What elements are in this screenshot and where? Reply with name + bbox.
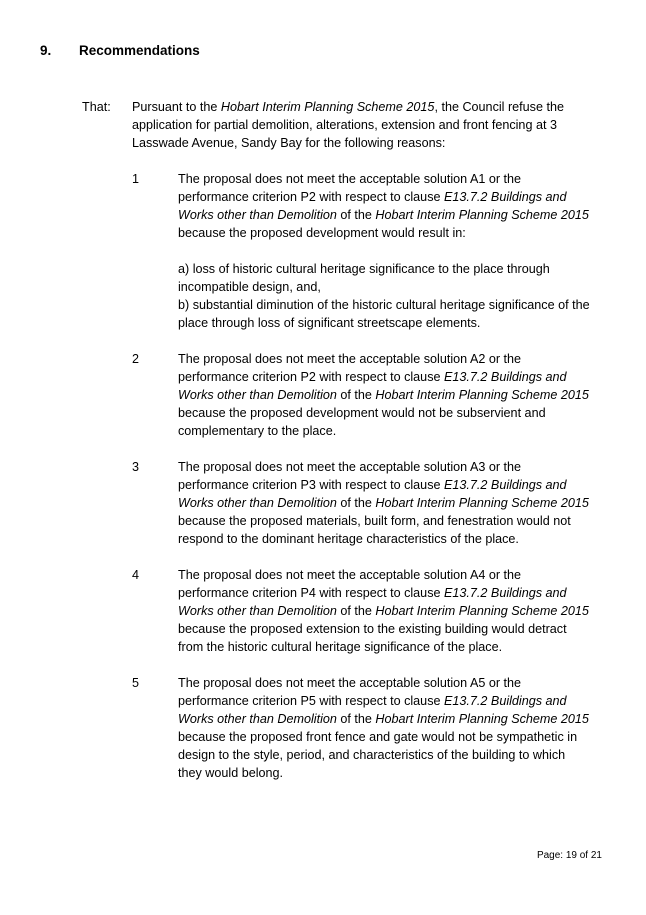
reason-paragraph bbox=[178, 350, 592, 440]
reason-item bbox=[132, 674, 592, 782]
page-number: Page: 19 of 21 bbox=[536, 850, 602, 861]
reason-paragraph bbox=[178, 170, 592, 242]
text-run: because the proposed materials, built form, and fenestration would not respond to the dominant heritage characteristics of the place. bbox=[178, 514, 571, 546]
text-run: , the Council refuse the application for partial demolition, alterations, extension and front fencing at 3 Lasswade Avenue, Sandy Bay for the following reasons: bbox=[132, 100, 564, 150]
section-heading bbox=[40, 43, 200, 58]
reason-text bbox=[178, 170, 592, 332]
text-run: of the bbox=[336, 712, 376, 726]
italic-text-run: E13.7.2 Buildings and Works other than Demolition bbox=[178, 694, 567, 726]
reason-item bbox=[132, 458, 592, 548]
reason-number: 1 bbox=[132, 172, 140, 186]
text-run: of the bbox=[336, 208, 376, 222]
reason-number: 5 bbox=[132, 676, 140, 690]
reason-item bbox=[132, 350, 592, 440]
resolution-intro bbox=[132, 98, 592, 152]
italic-text-run: E13.7.2 Buildings and Works other than Demolition bbox=[178, 370, 567, 402]
text-run: because the proposed front fence and gate would not be sympathetic in design to the style, period, and characteristics of the building to which they would belong. bbox=[178, 730, 578, 780]
reason-text bbox=[178, 566, 592, 656]
text-run: of the bbox=[336, 388, 376, 402]
text-run: The proposal does not meet the acceptable solution A5 or the performance criterion P5 with respect to clause bbox=[178, 676, 522, 708]
reason-number: 4 bbox=[132, 568, 140, 582]
italic-text-run: Hobart Interim Planning Scheme 2015 bbox=[375, 388, 589, 402]
section-number: 9. bbox=[40, 43, 52, 58]
reason-item bbox=[132, 566, 592, 656]
resolution-label: That: bbox=[82, 100, 111, 114]
text-run: b) substantial diminution of the historic cultural heritage significance of the place through loss of significant streetscape elements. bbox=[178, 298, 590, 330]
text-run: because the proposed development would not be subservient and complementary to the place. bbox=[178, 406, 546, 438]
text-run: The proposal does not meet the acceptable solution A1 or the performance criterion P2 with respect to clause bbox=[178, 172, 522, 204]
reason-text bbox=[178, 458, 592, 548]
text-run: The proposal does not meet the acceptable solution A4 or the performance criterion P4 with respect to clause bbox=[178, 568, 522, 600]
reason-paragraph bbox=[178, 296, 592, 332]
reason-text bbox=[178, 674, 592, 782]
reason-paragraph bbox=[178, 566, 592, 656]
reason-item bbox=[132, 170, 592, 332]
italic-text-run: Hobart Interim Planning Scheme 2015 bbox=[375, 208, 589, 222]
text-run: because the proposed extension to the existing building would detract from the historic cultural heritage significance of the place. bbox=[178, 622, 567, 654]
text-run: because the proposed development would result in: bbox=[178, 226, 466, 240]
text-run: of the bbox=[336, 496, 376, 510]
text-run: The proposal does not meet the acceptable solution A2 or the performance criterion P2 with respect to clause bbox=[178, 352, 522, 384]
italic-text-run: E13.7.2 Buildings and Works other than Demolition bbox=[178, 586, 567, 618]
reason-number: 3 bbox=[132, 460, 140, 474]
reason-text bbox=[178, 350, 592, 440]
reason-paragraph bbox=[178, 674, 592, 782]
resolution-block bbox=[82, 98, 592, 152]
italic-text-run: Hobart Interim Planning Scheme 2015 bbox=[220, 100, 435, 114]
reason-paragraph bbox=[178, 260, 592, 296]
reason-paragraph bbox=[178, 458, 592, 548]
italic-text-run: E13.7.2 Buildings and Works other than Demolition bbox=[178, 478, 567, 510]
text-run: Pursuant to the bbox=[132, 100, 221, 114]
text-run: of the bbox=[336, 604, 376, 618]
italic-text-run: E13.7.2 Buildings and Works other than Demolition bbox=[178, 190, 567, 222]
italic-text-run: Hobart Interim Planning Scheme 2015 bbox=[375, 496, 589, 510]
italic-text-run: Hobart Interim Planning Scheme 2015 bbox=[375, 604, 589, 618]
reason-number: 2 bbox=[132, 352, 140, 366]
reasons-list bbox=[132, 170, 592, 800]
section-title: Recommendations bbox=[79, 43, 200, 58]
italic-text-run: Hobart Interim Planning Scheme 2015 bbox=[375, 712, 589, 726]
text-run: The proposal does not meet the acceptable solution A3 or the performance criterion P3 with respect to clause bbox=[178, 460, 522, 492]
text-run: a) loss of historic cultural heritage significance to the place through incompatible design, and, bbox=[178, 262, 550, 294]
